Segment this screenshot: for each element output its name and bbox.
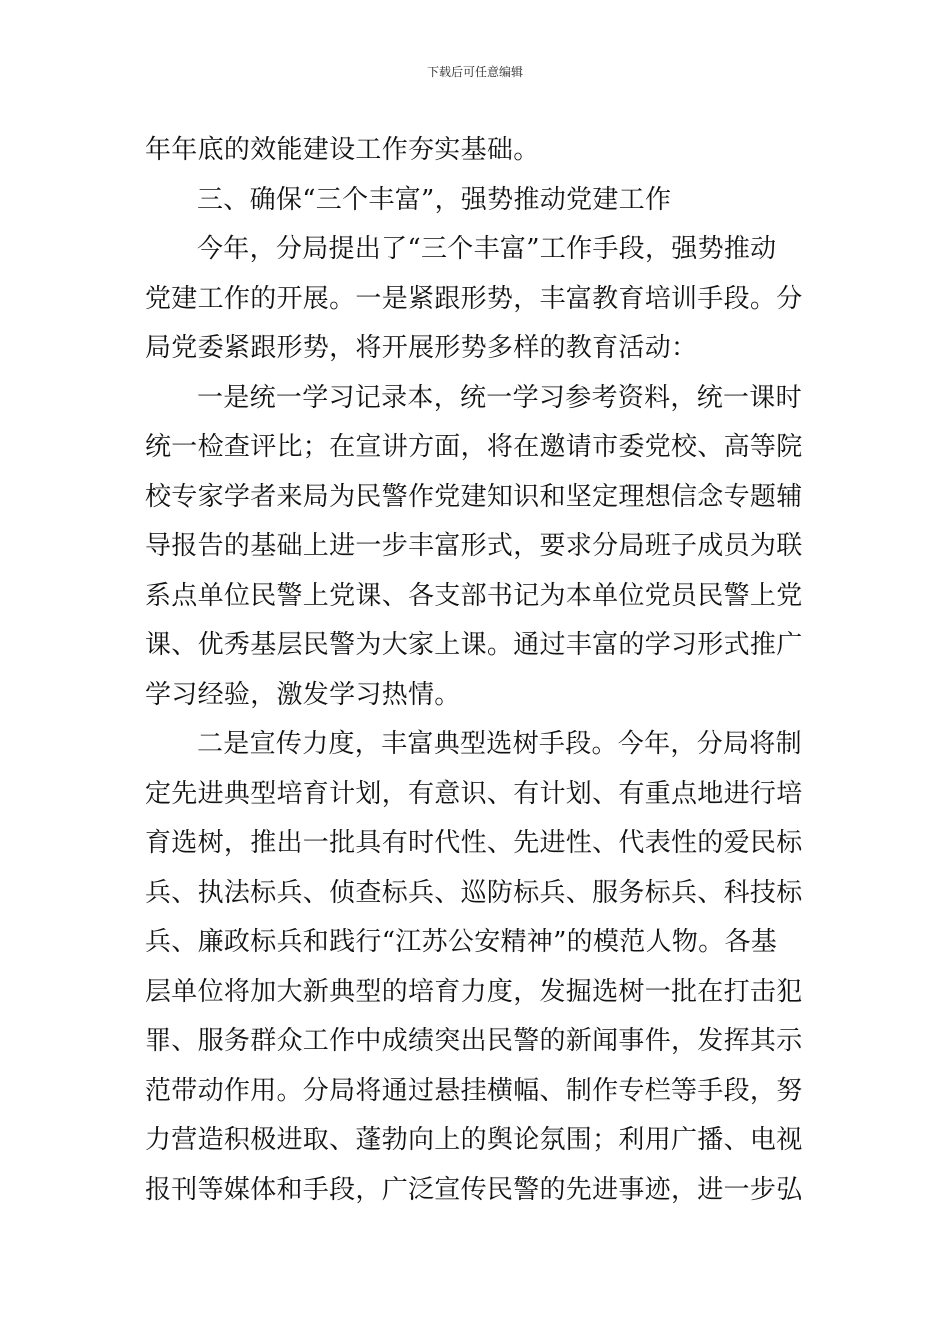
section-heading: 三、确保“三个丰富”，强势推动党建工作	[197, 184, 672, 215]
text-line: 系点单位民警上党课、各支部书记为本单位党员民警上党	[145, 580, 803, 611]
text-line: 校专家学者来局为民警作党建知识和坚定理想信念专题辅	[145, 481, 803, 512]
text-line: 局党委紧跟形势，将开展形势多样的教育活动：	[145, 333, 698, 363]
text-line: 定先进典型培育计划，有意识、有计划、有重点地进行培	[145, 778, 803, 809]
document-body	[145, 126, 807, 1215]
text-line: 今年，分局提出了“三个丰富”工作手段，强势推动	[197, 234, 777, 264]
text-line: 报刊等媒体和手段，广泛宣传民警的先进事迹，进一步弘	[145, 1174, 803, 1205]
page-header: 下载后可任意编辑	[426, 65, 523, 79]
text-line: 层单位将加大新典型的培育力度，发掘选树一批在打击犯	[145, 976, 803, 1007]
text-line: 兵、廉政标兵和践行“江苏公安精神”的模范人物。各基	[145, 927, 778, 957]
text-line: 学习经验，激发学习热情。	[145, 679, 461, 710]
text-line: 力营造积极进取、蓬勃向上的舆论氛围；利用广播、电视	[145, 1125, 803, 1155]
text-line: 导报告的基础上进一步丰富形式，要求分局班子成员为联	[145, 531, 803, 561]
text-line: 年年底的效能建设工作夯实基础。	[145, 135, 540, 165]
text-line: 范带动作用。分局将通过悬挂横幅、制作专栏等手段，努	[145, 1075, 803, 1106]
text-line: 统一检查评比；在宣讲方面，将在邀请市委党校、高等院	[145, 432, 803, 462]
text-line: 兵、执法标兵、侦查标兵、巡防标兵、服务标兵、科技标	[145, 877, 803, 908]
text-line: 党建工作的开展。一是紧跟形势，丰富教育培训手段。分	[145, 283, 803, 314]
text-line: 课、优秀基层民警为大家上课。通过丰富的学习形式推广	[145, 630, 803, 660]
text-line: 一是统一学习记录本，统一学习参考资料，统一课时	[197, 382, 802, 413]
text-line: 二是宣传力度，丰富典型选树手段。今年，分局将制	[197, 729, 802, 759]
text-line: 育选树，推出一批具有时代性、先进性、代表性的爱民标	[145, 828, 803, 858]
text-line: 罪、服务群众工作中成绩突出民警的新闻事件，发挥其示	[145, 1026, 803, 1056]
